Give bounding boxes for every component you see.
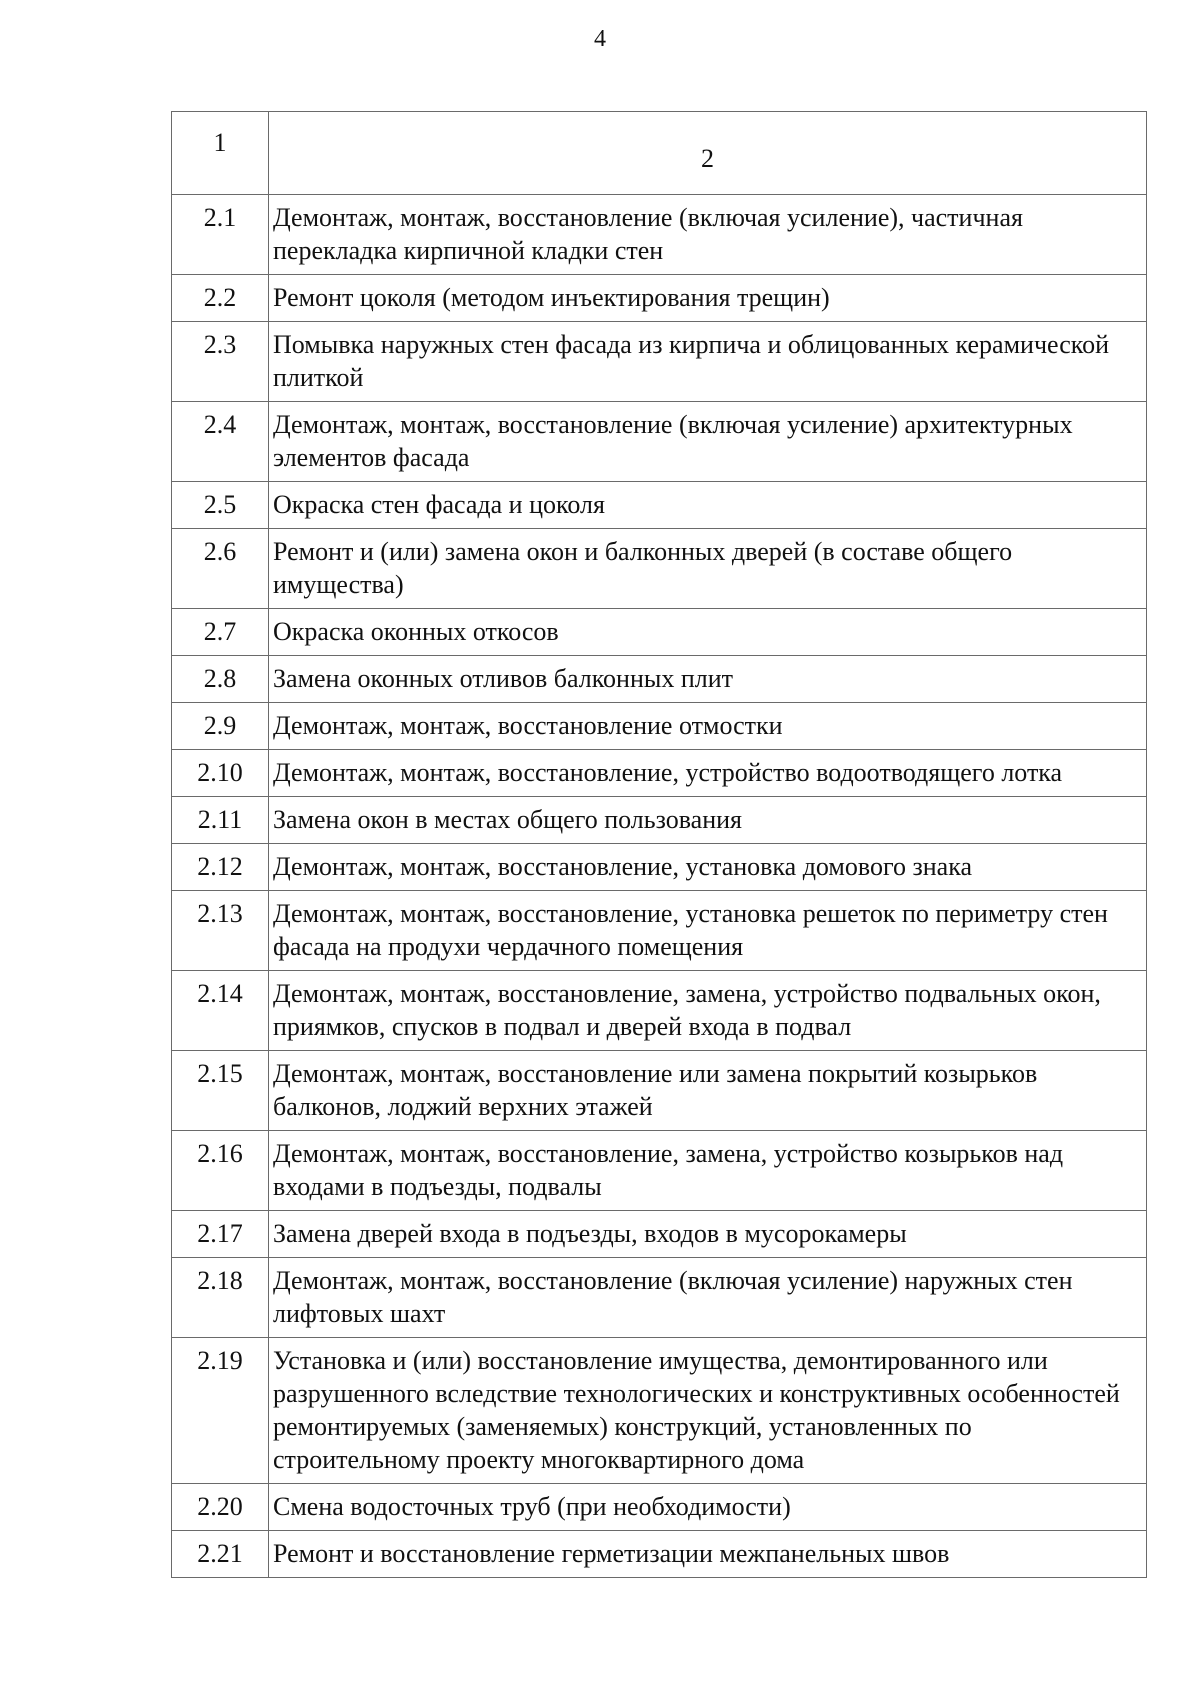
table-row (172, 482, 1147, 529)
page-number: 4 (594, 26, 606, 52)
row-number: 2.9 (172, 703, 269, 750)
row-text: Демонтаж, монтаж, восстановление, замена, устройство козырьков над входами в подъезды, подвалы (269, 1131, 1147, 1211)
table-row (172, 1211, 1147, 1258)
row-text: Демонтаж, монтаж, восстановление, установка решеток по периметру стен фасада на продухи чердачного помещения (269, 891, 1147, 971)
table-row (172, 891, 1147, 971)
table-row (172, 1258, 1147, 1338)
row-number: 2.13 (172, 891, 269, 971)
row-number: 2.10 (172, 750, 269, 797)
row-number: 2.21 (172, 1531, 269, 1578)
header-cell-col-1: 1 (172, 112, 269, 195)
table-row (172, 322, 1147, 402)
row-number: 2.4 (172, 402, 269, 482)
row-text: Смена водосточных труб (при необходимости) (269, 1484, 1147, 1531)
row-text: Замена окон в местах общего пользования (269, 797, 1147, 844)
row-text: Ремонт цоколя (методом инъектирования трещин) (269, 275, 1147, 322)
row-text: Ремонт и (или) замена окон и балконных дверей (в составе общего имущества) (269, 529, 1147, 609)
table-row (172, 971, 1147, 1051)
row-text: Демонтаж, монтаж, восстановление или замена покрытий козырьков балконов, лоджий верхних этажей (269, 1051, 1147, 1131)
table-row (172, 1484, 1147, 1531)
table-row (172, 275, 1147, 322)
table-row (172, 797, 1147, 844)
row-text: Установка и (или) восстановление имущества, демонтированного или разрушенного вследствие технологических и конструктивных особенностей ремонтируемых (заменяемых) конструкций, установленных по строительному проекту многоквартирного дома (269, 1338, 1147, 1484)
row-number: 2.20 (172, 1484, 269, 1531)
row-number: 2.3 (172, 322, 269, 402)
row-number: 2.15 (172, 1051, 269, 1131)
row-number: 2.14 (172, 971, 269, 1051)
row-number: 2.12 (172, 844, 269, 891)
row-number: 2.6 (172, 529, 269, 609)
table-row (172, 703, 1147, 750)
row-number: 2.7 (172, 609, 269, 656)
header-cell-col-2: 2 (269, 112, 1147, 195)
row-text: Помывка наружных стен фасада из кирпича и облицованных керамической плиткой (269, 322, 1147, 402)
row-number: 2.1 (172, 195, 269, 275)
works-table (171, 111, 1147, 1578)
table-row (172, 529, 1147, 609)
table-row (172, 402, 1147, 482)
row-text: Окраска стен фасада и цоколя (269, 482, 1147, 529)
row-number: 2.19 (172, 1338, 269, 1484)
row-text: Демонтаж, монтаж, восстановление, устройство водоотводящего лотка (269, 750, 1147, 797)
row-text: Демонтаж, монтаж, восстановление (включая усиление) наружных стен лифтовых шахт (269, 1258, 1147, 1338)
row-number: 2.17 (172, 1211, 269, 1258)
table-row (172, 1051, 1147, 1131)
row-text: Демонтаж, монтаж, восстановление (включая усиление), частичная перекладка кирпичной кладки стен (269, 195, 1147, 275)
row-text: Демонтаж, монтаж, восстановление, замена, устройство подвальных окон, приямков, спусков в подвал и дверей входа в подвал (269, 971, 1147, 1051)
row-number: 2.18 (172, 1258, 269, 1338)
table-header-row (172, 112, 1147, 195)
row-number: 2.8 (172, 656, 269, 703)
row-text: Замена дверей входа в подъезды, входов в мусорокамеры (269, 1211, 1147, 1258)
row-text: Ремонт и восстановление герметизации межпанельных швов (269, 1531, 1147, 1578)
row-number: 2.5 (172, 482, 269, 529)
table-row (172, 844, 1147, 891)
table-row (172, 656, 1147, 703)
row-text: Демонтаж, монтаж, восстановление (включая усиление) архитектурных элементов фасада (269, 402, 1147, 482)
table-row (172, 1338, 1147, 1484)
row-text: Демонтаж, монтаж, восстановление, установка домового знака (269, 844, 1147, 891)
table-row (172, 195, 1147, 275)
row-number: 2.16 (172, 1131, 269, 1211)
table-row (172, 750, 1147, 797)
table-row (172, 609, 1147, 656)
row-text: Демонтаж, монтаж, восстановление отмостки (269, 703, 1147, 750)
row-number: 2.11 (172, 797, 269, 844)
row-text: Окраска оконных откосов (269, 609, 1147, 656)
row-number: 2.2 (172, 275, 269, 322)
row-text: Замена оконных отливов балконных плит (269, 656, 1147, 703)
table-row (172, 1131, 1147, 1211)
table-row (172, 1531, 1147, 1578)
